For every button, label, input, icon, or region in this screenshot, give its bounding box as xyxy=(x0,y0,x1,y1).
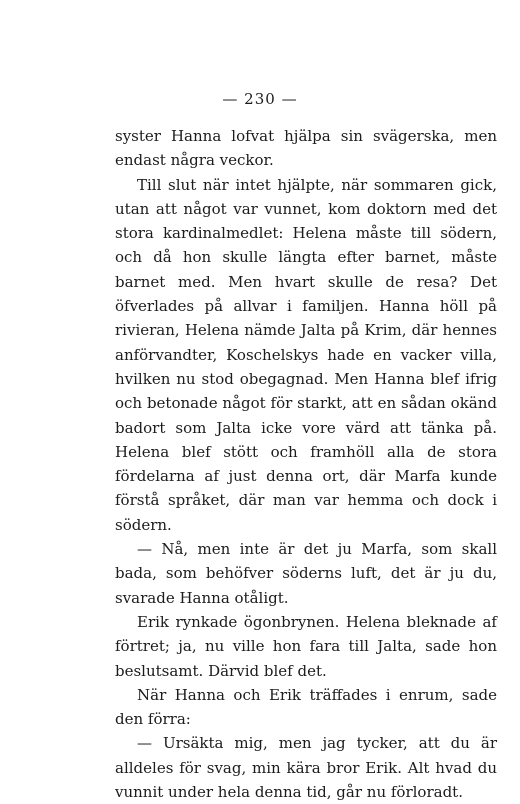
paragraph-6: — Ursäkta mig, men jag tycker, att du är alldeles för svag, min kära bror Erik. Alt hvad du vunnit under hela denna tid, går nu förloradt. xyxy=(115,734,497,802)
paragraph-2: Till slut när intet hjälpte, när sommaren gick, utan att något var vunnet, kom doktorn med det stora kardinalmedlet: Helena måste till södern, och då hon skulle längta efter barnet, måste barnet med. Men hvart skulle de resa? Det öfverlades på allvar i familjen. Hanna höll på rivieran, Helena nämde Jalta på Krim, där hennes anförvandter, Koschelskys hade en vacker villa, hvilken nu stod obegagnad. Men Hanna blef ifrig och betonade något för starkt, att en sådan okänd badort som Jalta icke vore värd att tänka på. Helena blef stött och framhöll alla de stora fördelarna af just denna ort, där Marfa kunde förstå språket, där man var hemma och dock i södern. xyxy=(115,175,497,534)
page-number: — 230 — xyxy=(222,90,298,108)
text-body xyxy=(115,124,497,804)
paragraph-5: När Hanna och Erik träffades i enrum, sade den förra: xyxy=(115,685,497,729)
paragraph-3: — Nå, men inte är det ju Marfa, som skall bada, som behöfver söderns luft, det är ju du, svarade Hanna otåligt. xyxy=(115,540,497,607)
paragraph-1: syster Hanna lofvat hjälpa sin svägerska, men endast några veckor. xyxy=(115,127,497,170)
paragraph-4: Erik rynkade ögonbrynen. Helena bleknade af förtret; ja, nu ville hon fara till Jalta, sade hon beslutsamt. Därvid blef det. xyxy=(115,612,497,680)
